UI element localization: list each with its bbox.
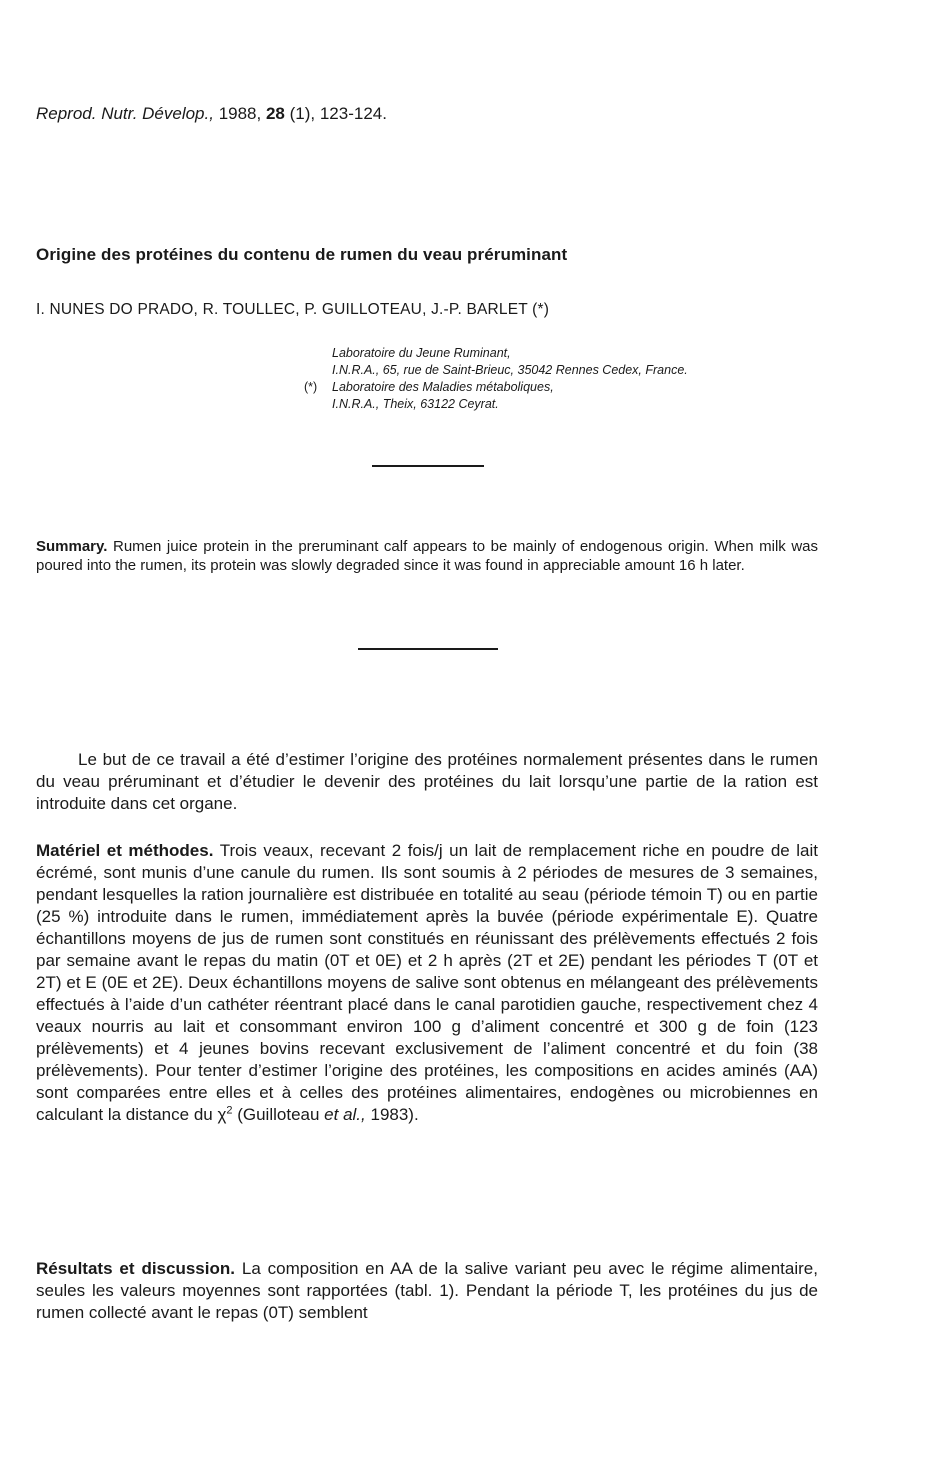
citation-journal: Reprod. Nutr. Dévelop.,: [36, 104, 214, 123]
methods-etal: et al.,: [324, 1105, 366, 1124]
summary-text: Rumen juice protein in the preruminant calf appears to be mainly of endogenous origin. When milk was poured into the rumen, its protein was slowly degraded since it was found in appreciable amount 16 h later.: [36, 538, 818, 574]
author-list: I. NUNES DO PRADO, R. TOULLEC, P. GUILLOTEAU, J.-P. BARLET (*): [36, 301, 550, 318]
methods-citation: (Guilloteau: [232, 1105, 325, 1124]
affiliation-spacer: [304, 362, 332, 379]
methods-citation-year: 1983).: [365, 1105, 419, 1124]
article-title: Origine des protéines du contenu de rumen du veau préruminant: [36, 245, 568, 264]
results-label: Résultats et discussion.: [36, 1259, 235, 1278]
methods-label: Matériel et méthodes.: [36, 841, 214, 860]
citation-volume: 28: [265, 104, 285, 123]
affiliation-line: Laboratoire des Maladies métaboliques,: [332, 380, 554, 394]
affiliation-1-address: [304, 362, 864, 379]
chi-square-exponent: 2: [226, 1104, 233, 1117]
methods-text: Trois veaux, recevant 2 fois/j un lait de remplacement riche en poudre de lait écrémé, sont munis d’une canule du rumen. Ils sont soumis à 2 périodes de mesures de 3 semaines, pendant lesquelles la ration journalière est distribuée en totalité au seau (période témoin T) ou en partie (25 %) introduite dans le rumen, immédiatement après la buvée (période expérimentale E). Quatre échantillons moyens de jus de rumen sont constitués en réunissant des prélèvements effectués 2 fois par semaine avant le repas du matin (0T et 0E) et 2 h après (2T et 2E) pendant les périodes T (0T et 2T) et E (0E et 2E). Deux échantillons moyens de salive sont obtenus en mélangeant des prélèvements effectués à l’aide d’un cathéter réentrant placé dans le canal parotidien gauche, respectivement chez 4 veaux nourris au lait et consommant environ 100 g d’aliment concentré et 300 g de foin (123 prélèvements) et 4 jeunes bovins recevant exclusivement de l’aliment concentré et du foin (38 prélèvements). Pour tenter d’estimer l’origine des protéines, les compositions en acides aminés (AA) sont comparées entre elles et à celles des protéines alimentaires, endogènes ou microbiennes en calculant la distance du χ: [36, 841, 819, 1124]
affiliation-2: [304, 379, 864, 396]
citation: [36, 104, 387, 124]
affiliation-mark: (*): [304, 380, 318, 394]
affiliation-line: I.N.R.A., 65, rue de Saint-Brieuc, 35042 Rennes Cedex, France.: [332, 363, 688, 377]
citation-year: 1988,: [218, 104, 262, 123]
summary: [36, 537, 818, 575]
results-text: La composition en AA de la salive variant peu avec le régime alimentaire, seules les valeurs moyennes sont rapportées (tabl. 1). Pendant la période T, les protéines du jus de rumen collecté avant le repas (0T) semblent: [36, 1259, 818, 1322]
summary-label: Summary.: [36, 538, 108, 555]
divider-rule: [358, 648, 498, 650]
methods-paragraph: [36, 840, 818, 1126]
affiliation-line: Laboratoire du Jeune Ruminant,: [332, 346, 511, 360]
affiliation-2-address: [304, 396, 864, 413]
results-paragraph: [36, 1258, 818, 1324]
affiliations: [304, 345, 864, 413]
affiliation-line: I.N.R.A., Theix, 63122 Ceyrat.: [332, 397, 499, 411]
intro-paragraph: Le but de ce travail a été d’estimer l’origine des protéines normalement présentes dans le rumen du veau préruminant et d’étudier le devenir des protéines du lait lorsqu’une partie de la ration est introduite dans cet organe.: [36, 750, 818, 813]
affiliation-mark: [304, 345, 332, 362]
affiliation-1: [304, 345, 864, 362]
divider-rule: [372, 465, 484, 467]
affiliation-spacer: [304, 396, 332, 413]
citation-issue-pages: (1), 123-124.: [289, 104, 387, 123]
